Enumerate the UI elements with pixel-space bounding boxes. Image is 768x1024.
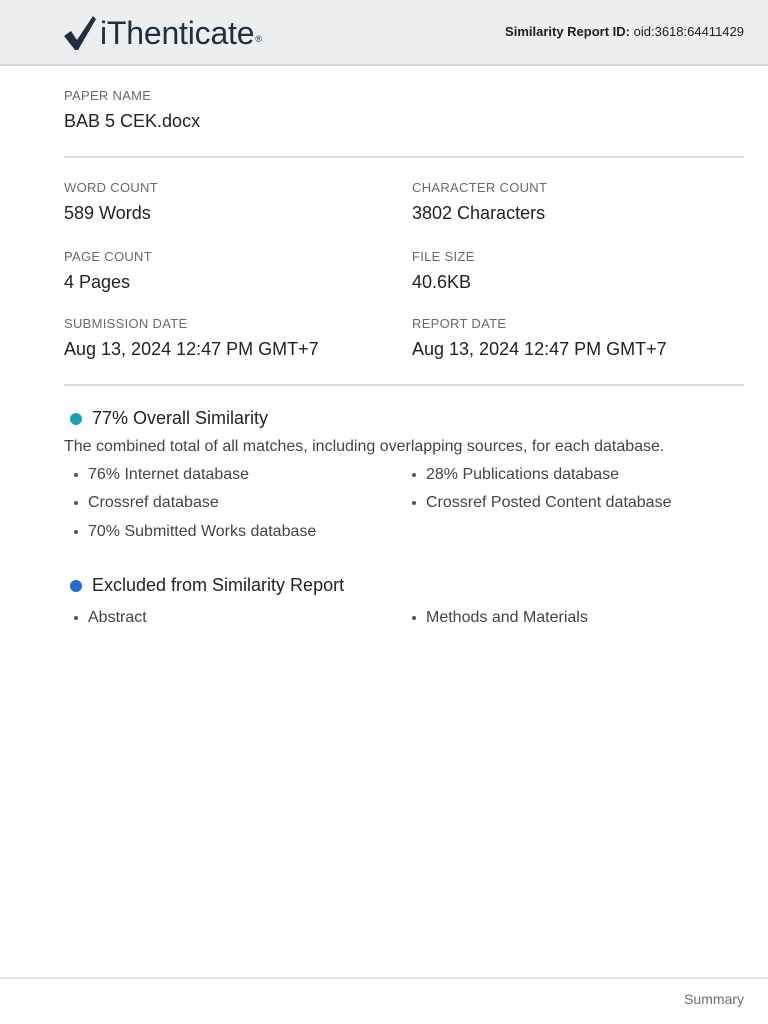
excluded-heading (70, 575, 344, 596)
report-header (0, 0, 768, 66)
excluded-item: Methods and Materials (426, 609, 588, 626)
paper-name-label: PAPER NAME (64, 88, 152, 103)
list-item (402, 609, 588, 627)
character-count-value: 3802 Characters (412, 203, 546, 223)
bullet-icon (412, 616, 416, 620)
bullet-icon (74, 616, 78, 620)
list-item (64, 523, 316, 541)
similarity-report-id (505, 24, 744, 39)
list-item (402, 466, 619, 484)
list-item (402, 494, 671, 512)
list-item (64, 494, 219, 512)
report-id-value: oid:3618:64411429 (633, 24, 744, 39)
ithenticate-logo (62, 12, 262, 54)
list-item (64, 466, 249, 484)
report-date-value: Aug 13, 2024 12:47 PM GMT+7 (412, 339, 667, 359)
bullet-icon (74, 501, 78, 505)
checkmark-icon (62, 14, 98, 52)
logo-wordmark: iThenticate (100, 15, 255, 51)
bullet-icon (74, 530, 78, 534)
similarity-dot-icon (70, 413, 82, 425)
database-item: 28% Publications database (426, 466, 620, 483)
divider (64, 156, 744, 158)
report-id-label: Similarity Report ID: (505, 24, 630, 39)
footer-summary-label: Summary (684, 991, 744, 1007)
bullet-icon (74, 473, 78, 477)
excluded-title: Excluded from Similarity Report (92, 575, 345, 595)
registered-mark: ® (255, 34, 262, 44)
report-date-label: REPORT DATE (412, 316, 507, 331)
file-size-value: 40.6KB (412, 272, 472, 292)
database-item: Crossref database (88, 494, 219, 511)
character-count-label: CHARACTER COUNT (412, 180, 548, 195)
database-item: 76% Internet database (88, 466, 250, 483)
excluded-item: Abstract (88, 609, 147, 626)
excluded-dot-icon (70, 580, 82, 592)
file-size-label: FILE SIZE (412, 249, 475, 264)
word-count-value: 589 Words (64, 203, 151, 223)
list-item (64, 609, 147, 627)
paper-name-value: BAB 5 CEK.docx (64, 111, 201, 131)
database-item: Crossref Posted Content database (426, 494, 672, 511)
bullet-icon (412, 501, 416, 505)
overall-similarity-heading (70, 408, 268, 429)
bullet-icon (412, 473, 416, 477)
footer-divider (0, 977, 768, 979)
overall-similarity-title: 77% Overall Similarity (92, 408, 269, 428)
word-count-label: WORD COUNT (64, 180, 158, 195)
page-count-value: 4 Pages (64, 272, 131, 292)
database-item: 70% Submitted Works database (88, 523, 317, 540)
submission-date-label: SUBMISSION DATE (64, 316, 188, 331)
page-count-label: PAGE COUNT (64, 249, 152, 264)
similarity-description: The combined total of all matches, including overlapping sources, for each database. (64, 438, 665, 455)
submission-date-value: Aug 13, 2024 12:47 PM GMT+7 (64, 339, 319, 359)
divider (64, 384, 744, 386)
